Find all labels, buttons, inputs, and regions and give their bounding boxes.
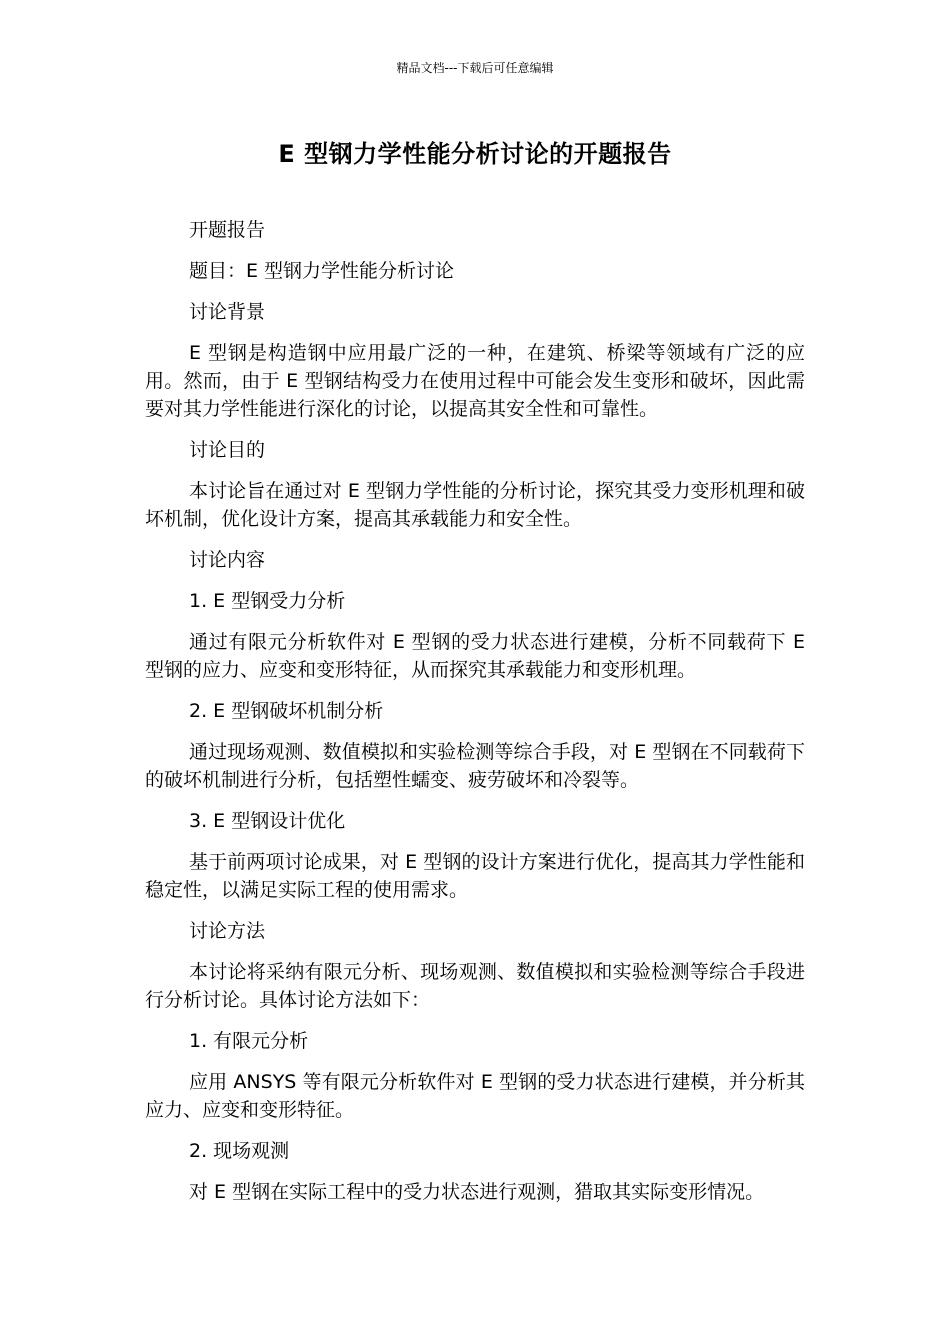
- method-item-1-heading: 1. 有限元分析: [189, 1030, 309, 1052]
- method-paragraph: 本讨论将采纳有限元分析、现场观测、数值模拟和实验检测等综合手段进行分析讨论。具体讨论方法如下：: [145, 961, 805, 1011]
- page-header: 精品文档---下载后可任意编辑: [396, 61, 554, 75]
- section-heading-report: 开题报告: [189, 219, 266, 241]
- content-item-2-heading: 2. E 型钢破坏机制分析: [189, 700, 384, 722]
- purpose-paragraph: 本讨论旨在通过对 E 型钢力学性能的分析讨论，探究其受力变形机理和破坏机制，优化设计方案，提高其承载能力和安全性。: [145, 480, 805, 530]
- section-heading-background: 讨论背景: [189, 301, 266, 323]
- content-item-1-paragraph: 通过有限元分析软件对 E 型钢的受力状态进行建模，分析不同载荷下 E 型钢的应力、应变和变形特征，从而探究其承载能力和变形机理。: [145, 631, 805, 681]
- document-title: E 型钢力学性能分析讨论的开题报告: [278, 140, 672, 168]
- section-heading-method: 讨论方法: [189, 920, 266, 942]
- method-item-2-paragraph: 对 E 型钢在实际工程中的受力状态进行观测，猎取其实际变形情况。: [189, 1181, 765, 1203]
- section-heading-purpose: 讨论目的: [189, 439, 266, 461]
- content-item-3-paragraph: 基于前两项讨论成果，对 E 型钢的设计方案进行优化，提高其力学性能和稳定性，以满足实际工程的使用需求。: [145, 851, 805, 901]
- content-item-3-heading: 3. E 型钢设计优化: [189, 810, 346, 832]
- content-item-1-heading: 1. E 型钢受力分析: [189, 590, 346, 612]
- background-paragraph: E 型钢是构造钢中应用最广泛的一种，在建筑、桥梁等领域有广泛的应用。然而，由于 E 型钢结构受力在使用过程中可能会发生变形和破坏，因此需要对其力学性能进行深化的讨论，以提高其安全性和可靠性。: [145, 342, 805, 420]
- topic-line: 题目：E 型钢力学性能分析讨论: [189, 260, 455, 282]
- method-item-2-heading: 2. 现场观测: [189, 1140, 290, 1162]
- content-item-2-paragraph: 通过现场观测、数值模拟和实验检测等综合手段，对 E 型钢在不同载荷下的破坏机制进行分析，包括塑性蠕变、疲劳破坏和冷裂等。: [145, 741, 805, 791]
- document-body: [145, 216, 805, 1219]
- method-item-1-paragraph: 应用 ANSYS 等有限元分析软件对 E 型钢的受力状态进行建模，并分析其应力、应变和变形特征。: [145, 1071, 805, 1121]
- section-heading-content: 讨论内容: [189, 549, 266, 571]
